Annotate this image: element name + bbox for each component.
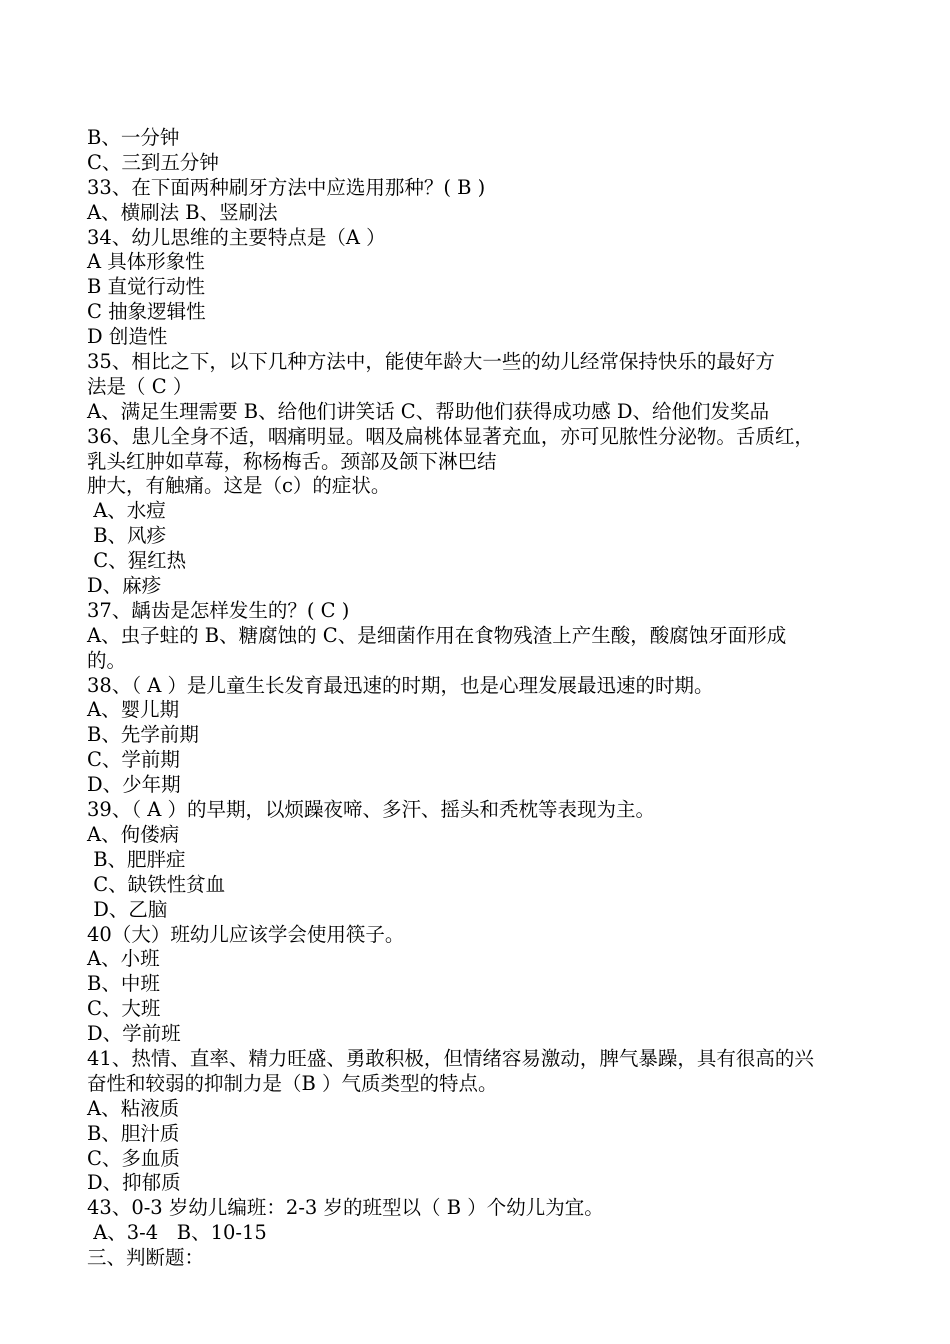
text-line: A、满足生理需要 B、给他们讲笑话 C、帮助他们获得成功感 D、给他们发奖品 bbox=[87, 399, 770, 423]
text-line: D、麻疹 bbox=[87, 574, 162, 598]
text-line: C、学前期 bbox=[87, 748, 180, 772]
text-line: D、乙脑 bbox=[87, 897, 168, 921]
text-line: B、胆汁质 bbox=[87, 1121, 180, 1145]
text-line: A、婴儿期 bbox=[87, 698, 180, 722]
text-line: C、猩红热 bbox=[87, 549, 187, 573]
text-line: A 具体形象性 bbox=[87, 250, 205, 274]
text-line: A、佝偻病 bbox=[87, 822, 180, 846]
question-38: 38、（ A ）是儿童生长发育最迅速的时期，也是心理发展最迅速的时期。 bbox=[87, 673, 714, 697]
text-line: C 抽象逻辑性 bbox=[87, 300, 206, 324]
text-line: A、虫子蛀的 B、糖腐蚀的 C、是细菌作用在食物残渣上产生酸，酸腐蚀牙面形成 bbox=[87, 623, 787, 647]
text-line: C、大班 bbox=[87, 997, 161, 1021]
text-line: A、3-4 B、10-15 bbox=[87, 1221, 267, 1245]
text-line: B、肥胖症 bbox=[87, 847, 186, 871]
text-line: 肿大，有触痛。这是（c）的症状。 bbox=[87, 474, 391, 498]
text-line: 乳头红肿如草莓，称杨梅舌。颈部及颌下淋巴结 bbox=[87, 449, 497, 473]
text-line: A、水痘 bbox=[87, 499, 166, 523]
text-line: C、缺铁性贫血 bbox=[87, 872, 226, 896]
question-40: 40（大）班幼儿应该学会使用筷子。 bbox=[87, 922, 405, 946]
text-line: B 直觉行动性 bbox=[87, 275, 206, 299]
text-line: B、风疹 bbox=[87, 524, 167, 548]
text-line: 奋性和较弱的抑制力是（B ）气质类型的特点。 bbox=[87, 1071, 498, 1095]
text-line: B、中班 bbox=[87, 972, 160, 996]
text-line: 的。 bbox=[87, 648, 127, 672]
text-line: D、少年期 bbox=[87, 773, 181, 797]
text-line: A、小班 bbox=[87, 947, 160, 971]
text-line: D、抑郁质 bbox=[87, 1171, 181, 1195]
question-41: 41、热情、直率、精力旺盛、勇敢积极，但情绪容易激动，脾气暴躁，具有很高的兴 bbox=[87, 1046, 814, 1070]
text-line: C、多血质 bbox=[87, 1146, 180, 1170]
section-heading: 三、判断题： bbox=[87, 1246, 205, 1270]
text-line: C、三到五分钟 bbox=[87, 150, 219, 174]
text-line: B、一分钟 bbox=[87, 126, 180, 149]
question-36: 36、患儿全身不适，咽痛明显。咽及扁桃体显著充血，亦可见脓性分泌物。舌质红， bbox=[87, 424, 814, 448]
question-33: 33、在下面两种刷牙方法中应选用那种？( B ) bbox=[87, 175, 486, 199]
question-37: 37、龋齿是怎样发生的？( C ) bbox=[87, 598, 350, 622]
text-line: D、学前班 bbox=[87, 1022, 181, 1046]
text-line: A、粘液质 bbox=[87, 1096, 180, 1120]
text-line: A、横刷法 B、竖刷法 bbox=[87, 200, 278, 224]
document-body bbox=[87, 126, 867, 1271]
text-line: B、先学前期 bbox=[87, 723, 199, 747]
question-34: 34、幼儿思维的主要特点是（A ） bbox=[87, 225, 386, 249]
text-line: D 创造性 bbox=[87, 325, 168, 349]
question-35: 35、相比之下，以下几种方法中，能使年龄大一些的幼儿经常保持快乐的最好方 bbox=[87, 350, 775, 374]
question-39: 39、（ A ）的早期，以烦躁夜啼、多汗、摇头和秃枕等表现为主。 bbox=[87, 798, 656, 822]
question-43: 43、0-3 岁幼儿编班：2-3 岁的班型以（ B ）个幼儿为宜。 bbox=[87, 1196, 604, 1220]
text-line: 法是（ C ） bbox=[87, 374, 193, 398]
